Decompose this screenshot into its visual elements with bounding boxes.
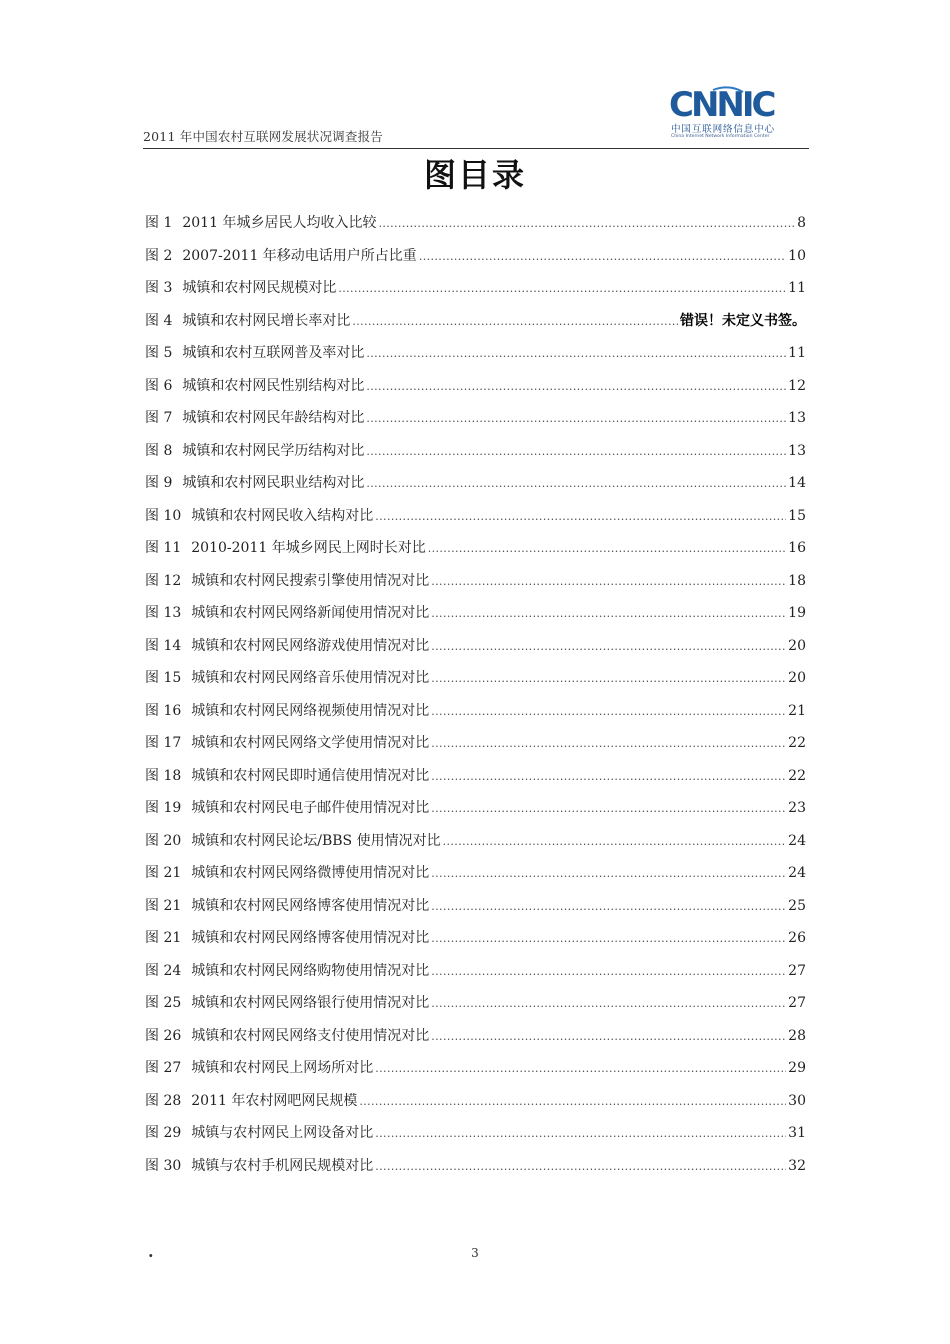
toc-figure-label: 图 12 (145, 572, 182, 589)
toc-page-number: 10 (788, 247, 806, 264)
toc-figure-title: 城镇和农村网民即时通信使用情况对比 (191, 767, 430, 784)
toc-dot-leader (431, 900, 786, 913)
toc-figure-title: 城镇和农村网民网络视频使用情况对比 (191, 702, 430, 719)
toc-figure-title: 城镇和农村网民职业结构对比 (182, 475, 365, 491)
page-header (143, 84, 809, 149)
toc-figure-title: 城镇和农村网民搜索引擎使用情况对比 (191, 572, 430, 589)
toc-page-number: 16 (788, 540, 806, 556)
toc-page-number: 27 (788, 962, 806, 979)
toc-figure-label: 图 16 (145, 702, 182, 719)
toc-page-number: 15 (788, 507, 806, 524)
toc-entry[interactable] (145, 992, 806, 1025)
toc-figure-label: 图 15 (145, 670, 182, 686)
toc-figure-title: 2010-2011 年城乡网民上网时长对比 (191, 540, 426, 556)
toc-entry[interactable] (145, 862, 806, 895)
toc-dot-leader (431, 607, 786, 620)
toc-entry[interactable] (145, 1122, 806, 1155)
toc-dot-leader (366, 445, 786, 458)
toc-figure-label: 图 11 (145, 540, 182, 556)
toc-entry[interactable] (145, 472, 806, 505)
toc-figure-title: 城镇与农村手机网民规模对比 (191, 1157, 374, 1174)
toc-page-number: 13 (788, 410, 806, 426)
toc-figure-label: 图 18 (145, 767, 182, 784)
toc-dot-leader (366, 412, 786, 425)
toc-figure-title: 城镇和农村网民网络游戏使用情况对比 (191, 637, 430, 654)
toc-page-number: 8 (797, 215, 806, 231)
toc-figure-label: 图 3 (145, 280, 173, 296)
toc-entry[interactable] (145, 277, 806, 310)
page-title: 图目录 (423, 156, 526, 194)
logo-english-name: China Internet Network Information Center (671, 134, 770, 139)
toc-figure-label: 图 21 (145, 865, 182, 881)
toc-figure-label: 图 24 (145, 962, 182, 979)
toc-entry[interactable] (145, 1090, 806, 1123)
toc-figure-title: 城镇与农村网民上网设备对比 (191, 1125, 374, 1141)
toc-dot-leader (431, 1030, 786, 1043)
toc-dot-leader (431, 997, 786, 1010)
toc-figure-label: 图 7 (145, 410, 173, 426)
toc-page-number: 28 (788, 1027, 806, 1044)
toc-dot-leader (431, 802, 786, 815)
toc-dot-leader (431, 932, 786, 945)
toc-figure-label: 图 30 (145, 1157, 182, 1174)
toc-dot-leader (378, 217, 795, 230)
toc-entry[interactable] (145, 570, 806, 603)
toc-page-number: 24 (788, 865, 806, 881)
toc-dot-leader (431, 640, 786, 653)
toc-figure-title: 城镇和农村网民规模对比 (182, 280, 337, 296)
toc-entry[interactable] (145, 440, 806, 473)
toc-figure-title: 城镇和农村网民网络博客使用情况对比 (191, 897, 430, 914)
toc-figure-label: 图 8 (145, 442, 173, 459)
toc-figure-label: 图 9 (145, 475, 173, 491)
toc-entry[interactable] (145, 797, 806, 830)
toc-page-number: 27 (788, 995, 806, 1011)
toc-page-number: 20 (788, 637, 806, 654)
toc-entry[interactable] (145, 635, 806, 668)
toc-dot-leader (366, 477, 786, 490)
toc-figure-title: 城镇和农村网民性别结构对比 (182, 377, 365, 394)
svg-text:CNNIC: CNNIC (669, 86, 774, 120)
toc-entry[interactable] (145, 895, 806, 928)
toc-dot-leader (352, 315, 678, 328)
toc-entry[interactable] (145, 602, 806, 635)
toc-figure-label: 图 28 (145, 1092, 182, 1109)
toc-page-number: 26 (788, 930, 806, 946)
toc-dot-leader (431, 965, 786, 978)
toc-page-number: 25 (788, 897, 806, 914)
toc-entry[interactable] (145, 505, 806, 538)
toc-dot-leader (431, 867, 786, 880)
toc-entry[interactable] (145, 765, 806, 798)
toc-figure-title: 2011 年农村网吧网民规模 (191, 1092, 358, 1109)
toc-figure-label: 图 21 (145, 897, 182, 914)
toc-dot-leader (366, 347, 786, 360)
toc-entry[interactable] (145, 732, 806, 765)
toc-entry[interactable] (145, 927, 806, 960)
footer-dot: · (148, 1246, 154, 1265)
toc-figure-label: 图 1 (145, 215, 173, 231)
toc-page-number: 22 (788, 735, 806, 751)
toc-entry[interactable] (145, 537, 806, 570)
toc-figure-label: 图 19 (145, 800, 182, 816)
toc-dot-leader (338, 282, 786, 295)
toc-page-number: 11 (788, 345, 806, 361)
toc-page-number: 21 (788, 702, 806, 719)
toc-entry[interactable] (145, 830, 806, 863)
toc-figure-label: 图 25 (145, 995, 182, 1011)
toc-figure-title: 2011 年城乡居民人均收入比较 (182, 215, 377, 231)
toc-dot-leader (428, 542, 786, 555)
toc-page-number: 30 (788, 1092, 806, 1109)
toc-figure-title: 城镇和农村网民网络博客使用情况对比 (191, 930, 430, 946)
toc-figure-title: 城镇和农村网民网络支付使用情况对比 (191, 1027, 430, 1044)
toc-figure-title: 城镇和农村网民网络音乐使用情况对比 (191, 670, 430, 686)
toc-figure-title: 城镇和农村网民论坛/BBS 使用情况对比 (191, 832, 441, 849)
toc-page-number: 29 (788, 1060, 806, 1076)
toc-page-number: 14 (788, 475, 806, 491)
toc-figure-label: 图 20 (145, 832, 182, 849)
toc-figure-title: 城镇和农村互联网普及率对比 (182, 345, 365, 361)
toc-page-number: 23 (788, 800, 806, 816)
toc-figure-title: 城镇和农村网民网络银行使用情况对比 (191, 995, 430, 1011)
toc-dot-leader (443, 835, 787, 848)
toc-page-number: 22 (788, 767, 806, 784)
toc-page-number: 20 (788, 670, 806, 686)
toc-dot-leader (375, 1062, 786, 1075)
toc-dot-leader (431, 737, 786, 750)
toc-figure-title: 城镇和农村网民上网场所对比 (191, 1060, 374, 1076)
toc-page-number: 31 (788, 1125, 806, 1141)
toc-entry[interactable] (145, 407, 806, 440)
toc-entry[interactable] (145, 342, 806, 375)
toc-entry[interactable] (145, 212, 806, 245)
toc-page-number: 18 (788, 572, 806, 589)
toc-dot-leader (431, 705, 786, 718)
toc-figure-label: 图 6 (145, 377, 173, 394)
toc-dot-leader (359, 1095, 786, 1108)
toc-dot-leader (375, 510, 786, 523)
toc-page-number: 错误！未定义书签。 (680, 312, 806, 329)
toc-entry[interactable] (145, 245, 806, 278)
toc-figure-label: 图 26 (145, 1027, 182, 1044)
toc-page-number: 13 (788, 442, 806, 459)
toc-figure-label: 图 29 (145, 1125, 182, 1141)
cnnic-logo (669, 86, 787, 142)
toc-figure-title: 城镇和农村网民网络文学使用情况对比 (191, 735, 430, 751)
toc-figure-label: 图 13 (145, 605, 182, 621)
logo-chinese-name: 中国互联网络信息中心 (671, 124, 775, 135)
toc-entry[interactable] (145, 667, 806, 700)
toc-entry[interactable] (145, 1155, 806, 1188)
toc-figure-title: 城镇和农村网民增长率对比 (182, 312, 351, 329)
toc-figure-label: 图 4 (145, 312, 173, 329)
toc-figure-title: 城镇和农村网民网络购物使用情况对比 (191, 962, 430, 979)
toc-figure-label: 图 10 (145, 507, 182, 524)
toc-figure-label: 图 17 (145, 735, 182, 751)
toc-figure-title: 城镇和农村网民收入结构对比 (191, 507, 374, 524)
toc-entry[interactable] (145, 960, 806, 993)
toc-page-number: 19 (788, 605, 806, 621)
cnnic-logo-mark (669, 86, 787, 120)
toc-page-number: 11 (788, 280, 806, 296)
toc-entry[interactable] (145, 1025, 806, 1058)
toc-dot-leader (419, 250, 786, 263)
toc-dot-leader (375, 1127, 786, 1140)
toc-figure-label: 图 5 (145, 345, 173, 361)
toc-figure-label: 图 27 (145, 1060, 182, 1076)
toc-page-number: 12 (788, 377, 806, 394)
toc-entry[interactable] (145, 310, 806, 343)
toc-dot-leader (431, 575, 786, 588)
toc-figure-title: 2007-2011 年移动电话用户所占比重 (182, 247, 417, 264)
toc-dot-leader (431, 672, 786, 685)
toc-page-number: 24 (788, 832, 806, 849)
toc-figure-title: 城镇和农村网民年龄结构对比 (182, 410, 365, 426)
report-title: 2011 年中国农村互联网发展状况调查报告 (143, 129, 383, 144)
toc-figure-title: 城镇和农村网民网络新闻使用情况对比 (191, 605, 430, 621)
toc-dot-leader (375, 1160, 786, 1173)
toc-figure-title: 城镇和农村网民学历结构对比 (182, 442, 365, 459)
toc-entry[interactable] (145, 700, 806, 733)
toc-page-number: 32 (788, 1157, 806, 1174)
toc-entry[interactable] (145, 375, 806, 408)
toc-entry[interactable] (145, 1057, 806, 1090)
page-number: 3 (471, 1246, 479, 1260)
toc-dot-leader (366, 380, 786, 393)
toc-figure-title: 城镇和农村网民电子邮件使用情况对比 (191, 800, 430, 816)
figure-list (145, 212, 806, 1187)
toc-figure-title: 城镇和农村网民网络微博使用情况对比 (191, 865, 430, 881)
toc-figure-label: 图 14 (145, 637, 182, 654)
toc-dot-leader (431, 770, 786, 783)
toc-figure-label: 图 21 (145, 930, 182, 946)
toc-figure-label: 图 2 (145, 247, 173, 264)
